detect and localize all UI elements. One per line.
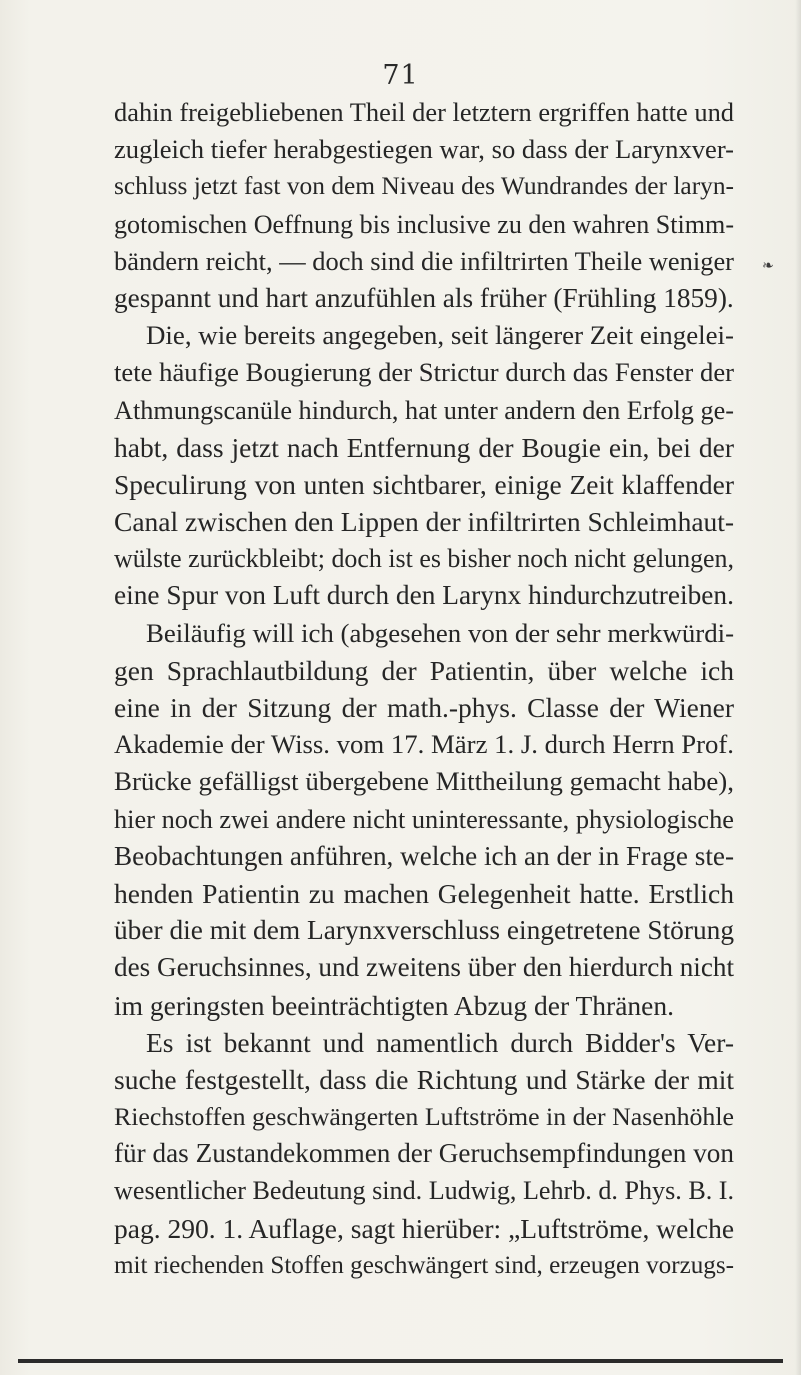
text-line: schluss jetzt fast von dem Niveau des Wundrandes der laryn- [114, 172, 734, 201]
text-line: wesentlicher Bedeutung sind. Ludwig, Lehrb. d. Phys. B. I. [114, 1176, 735, 1206]
page-number: 71 [382, 60, 419, 91]
text-line: Akademie der Wiss. vom 17. März 1. J. durch Herrn Prof. [114, 729, 734, 760]
text-line: habt, dass jetzt nach Entfernung der Bougie ein, bei der [114, 431, 734, 463]
text-line: Athmungscanüle hindurch, hat unter andern den Erfolg ge- [114, 395, 734, 425]
text-line: hier noch zwei andere nicht uninteressante, physiologische [114, 804, 734, 834]
text-line: gespannt und hart anzufühlen als früher (Frühling 1859). [114, 282, 734, 313]
text-line: Beiläufig will ich (abgesehen von der sehr merkwürdi- [146, 617, 734, 648]
text-line: eine in der Sitzung der math.-phys. Classe der Wiener [114, 692, 734, 723]
text-line: dahin freigebliebenen Theil der letztern ergriffen hatte und [114, 97, 734, 127]
text-line: Brücke gefälligst übergebene Mittheilung gemacht habe), [114, 766, 734, 797]
text-line: Riechstoffen geschwängerten Luftströme in der Nasenhöhle [114, 1102, 734, 1132]
text-line: gen Sprachlautbildung der Patientin, über welche ich [114, 654, 734, 686]
body-text [114, 94, 734, 1284]
text-line: für das Zustandekommen der Geruchsempfindungen von [114, 1138, 734, 1169]
text-line: gotomischen Oeffnung bis inclusive zu den wahren Stimm- [114, 209, 734, 239]
text-line: suche festgestellt, dass die Richtung und Stärke der mit [114, 1063, 734, 1095]
margin-mark: ❧ [762, 258, 774, 274]
text-line: im geringsten beeinträchtigten Abzug der Thränen. [114, 989, 675, 1021]
text-line: henden Patientin zu machen Gelegenheit hatte. Erstlich [114, 877, 734, 909]
text-line: bändern reicht, — doch sind die infiltrirten Theile weniger [114, 245, 734, 276]
text-line: pag. 290. 1. Auflage, sagt hierüber: „Luftströme, welche [114, 1212, 735, 1244]
text-line: wülste zurückbleibt; doch ist es bisher noch nicht gelungen, [114, 544, 734, 574]
text-line: des Geruchsinnes, und zweitens über den hierdurch nicht [114, 952, 734, 983]
text-line: zugleich tiefer herabgestiegen war, so dass der Larynxver- [114, 134, 734, 165]
text-line: Die, wie bereits angegeben, seit längerer Zeit eingelei- [146, 320, 734, 351]
text-line: Beobachtungen anführen, welche ich an der in Frage ste- [114, 840, 734, 871]
page-edge-shadow [795, 0, 801, 1375]
text-line: über die mit dem Larynxverschluss eingetretene Störung [114, 915, 734, 946]
bottom-rule [18, 1359, 783, 1363]
text-line: tete häufige Bougierung der Strictur durch das Fenster der [114, 357, 734, 388]
text-line: mit riechenden Stoffen geschwängert sind, erzeugen vorzugs- [114, 1251, 734, 1279]
text-line: Speculirung von unten sichtbarer, einige Zeit klaffender [114, 468, 734, 500]
text-line: eine Spur von Luft durch den Larynx hindurchzutreiben. [114, 580, 734, 611]
text-line: Es ist bekannt und namentlich durch Bidder's Ver- [146, 1026, 734, 1058]
text-line: Canal zwischen den Lippen der infiltrirten Schleimhaut- [114, 506, 735, 538]
